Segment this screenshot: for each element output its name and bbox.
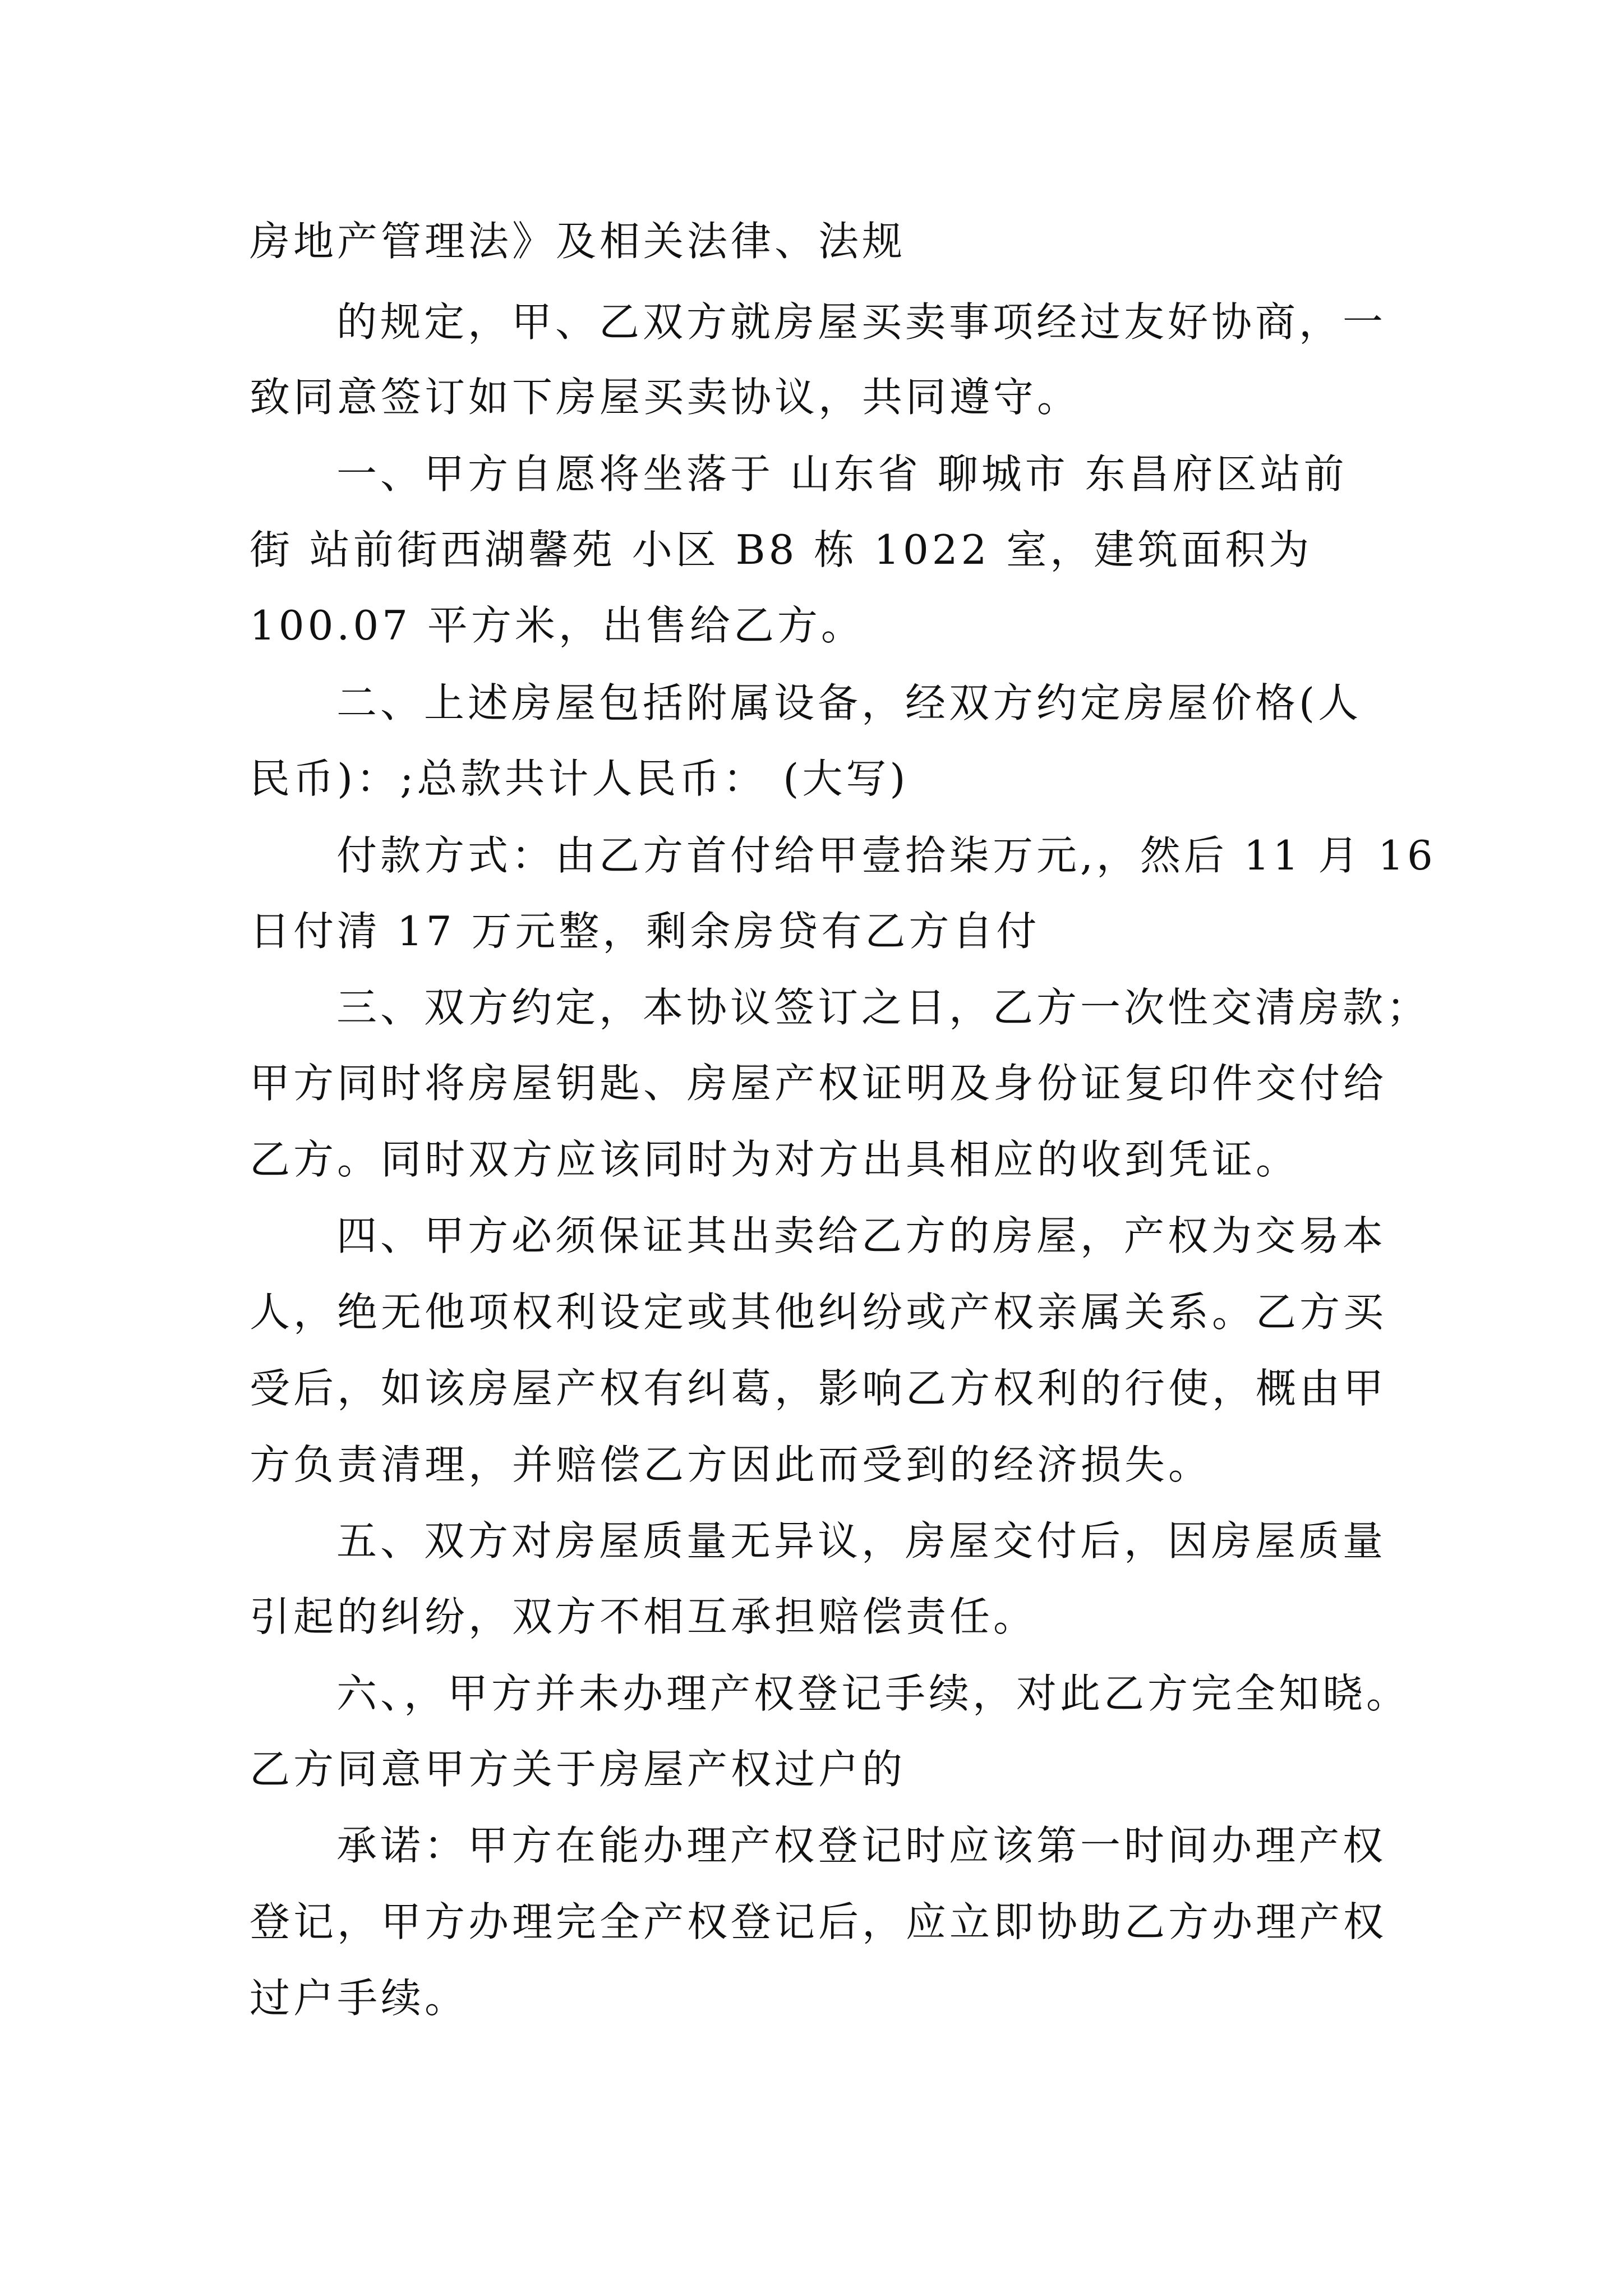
text-line: 的规定，甲、乙双方就房屋买卖事项经过友好协商，一 — [336, 298, 1387, 346]
text-line: 日付清 17 万元整，剩余房贷有乙方自付 — [250, 908, 1040, 955]
text-line: 承诺：甲方在能办理产权登记时应该第一时间办理产权 — [336, 1822, 1387, 1869]
text-line: 受后，如该房屋产权有纠葛，影响乙方权利的行使，概由甲 — [250, 1365, 1387, 1412]
text-line: 一、甲方自愿将坐落于 山东省 聊城市 东昌府区站前 — [336, 450, 1348, 498]
text-line: 乙方。同时双方应该同时为对方出具相应的收到凭证。 — [250, 1136, 1300, 1183]
text-line: 乙方同意甲方关于房屋产权过户的 — [250, 1746, 906, 1793]
text-line: 房地产管理法》及相关法律、法规 — [250, 218, 906, 265]
text-line: 方负责清理，并赔偿乙方因此而受到的经济损失。 — [250, 1441, 1212, 1488]
text-line: 甲方同时将房屋钥匙、房屋产权证明及身份证复印件交付给 — [250, 1060, 1387, 1107]
text-line: 登记，甲方办理完全产权登记后，应立即协助乙方办理产权 — [250, 1898, 1387, 1945]
text-line: 100.07 平方米，出售给乙方。 — [250, 602, 865, 649]
text-line: 人，绝无他项权利设定或其他纠纷或产权亲属关系。乙方买 — [250, 1289, 1387, 1336]
text-line: 民币)：;总款共计人民币： (大写) — [250, 755, 909, 802]
text-line: 五、双方对房屋质量无异议，房屋交付后，因房屋质量 — [336, 1517, 1387, 1565]
text-line: 付款方式：由乙方首付给甲壹拾柒万元,，然后 11 月 16 — [336, 832, 1436, 879]
text-line: 致同意签订如下房屋买卖协议，共同遵守。 — [250, 374, 1081, 421]
text-line: 二、上述房屋包括附属设备，经双方约定房屋价格(人 — [336, 679, 1362, 726]
text-line: 过户手续。 — [250, 1975, 469, 2022]
text-line: 三、双方约定，本协议签订之日，乙方一次性交清房款； — [336, 984, 1431, 1031]
text-line: 四、甲方必须保证其出卖给乙方的房屋，产权为交易本 — [336, 1212, 1387, 1259]
text-line: 街 站前街西湖馨苑 小区 B8 栋 1022 室，建筑面积为 — [250, 526, 1313, 573]
text-line: 六、，甲方并未办理产权登记手续，对此乙方完全知晓。 — [336, 1670, 1410, 1717]
text-line: 引起的纠纷，双方不相互承担赔偿责任。 — [250, 1593, 1038, 1640]
